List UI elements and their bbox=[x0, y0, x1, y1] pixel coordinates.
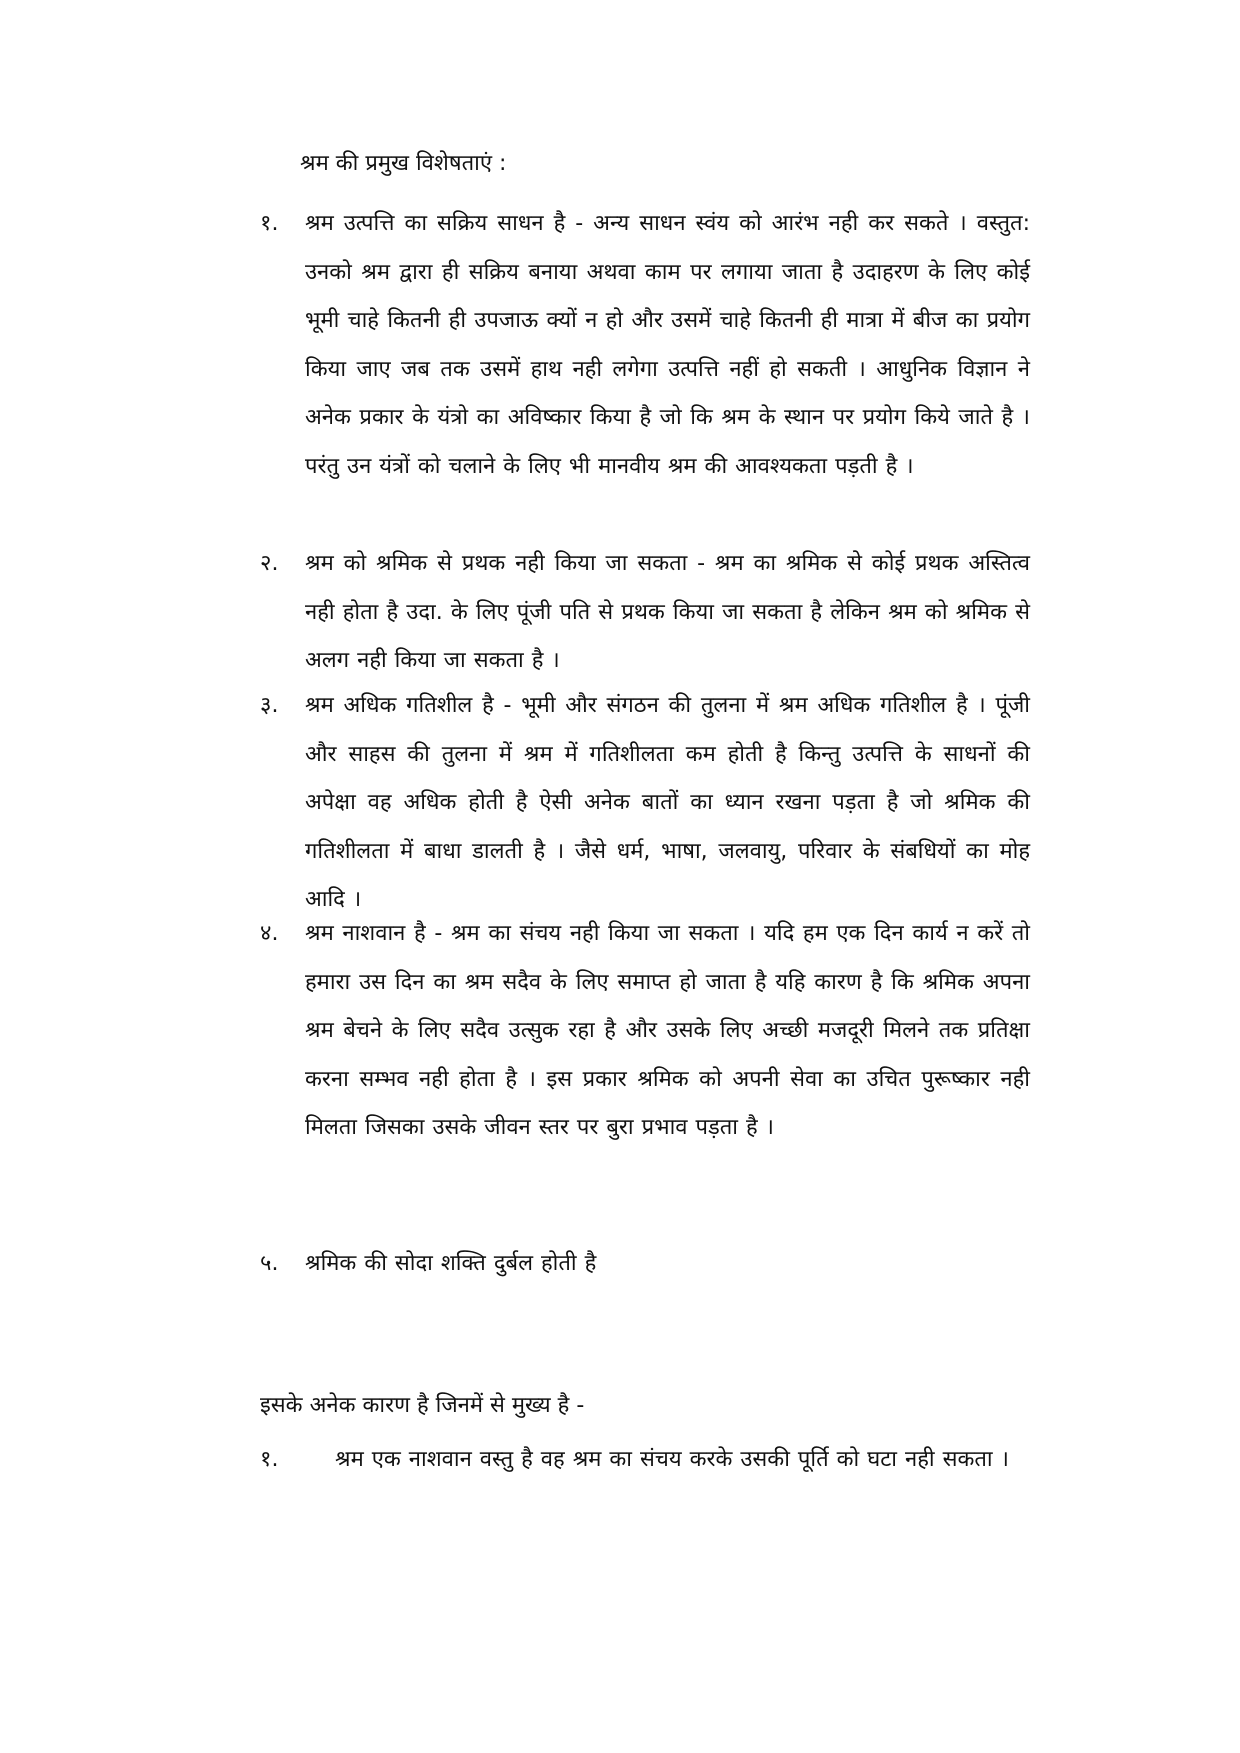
list-item bbox=[260, 200, 1030, 491]
list-item-text: श्रम अधिक गतिशील है - भूमी और संगठन की तुलना में श्रम अधिक गतिशील है । पूंजी और साहस की तुलना में श्रम में गतिशीलता कम होती है किन्तु उत्पत्ति के साधनों की अपेक्षा वह अधिक होती है ऐसी अनेक बातों का ध्यान रखना पड़ता है जो श्रमिक की गतिशीलता में बाधा डालती है । जैसे धर्म, भाषा, जलवायु, परिवार के संबधियों का मोह आदि । bbox=[305, 693, 1030, 912]
list-item-number: २. bbox=[260, 551, 279, 576]
list-item-number: ५. bbox=[260, 1251, 279, 1276]
list-item-text: श्रम उत्पत्ति का सक्रिय साधन है - अन्य साधन स्वंय को आरंभ नही कर सकते । वस्तुत: उनको श्रम द्वारा ही सक्रिय बनाया अथवा काम पर लगाया जाता है उदाहरण के लिए कोई भूमी चाहे कितनी ही उपजाऊ क्यों न हो और उसमें चाहे कितनी ही मात्रा में बीज का प्रयोग किया जाए जब तक उसमें हाथ नही लगेगा उत्पत्ति नहीं हो सकती । आधुनिक विज्ञान ने अनेक प्रकार के यंत्रो का अविष्कार किया है जो कि श्रम के स्थान पर प्रयोग किये जाते है । परंतु उन यंत्रों को चलाने के लिए भी मानवीय श्रम की आवश्यकता पड़ती है । bbox=[305, 211, 1030, 479]
sub-list-intro: इसके अनेक कारण है जिनमें से मुख्य है - bbox=[260, 1393, 585, 1418]
list-item bbox=[260, 1240, 1030, 1289]
list-item-number: ३. bbox=[260, 693, 279, 718]
list-item-text: श्रम को श्रमिक से प्रथक नही किया जा सकता - श्रम का श्रमिक से कोई प्रथक अस्तित्व नही होता है उदा. के लिए पूंजी पति से प्रथक किया जा सकता है लेकिन श्रम को श्रमिक से अलग नही किया जा सकता है । bbox=[305, 551, 1030, 673]
list-item bbox=[260, 910, 1030, 1153]
sub-list-item-text: श्रम एक नाशवान वस्तु है वह श्रम का संचय करके उसकी पूर्ति को घटा नही सकता । bbox=[335, 1447, 1009, 1472]
list-item bbox=[260, 540, 1030, 686]
sub-list-item-number: १. bbox=[260, 1447, 279, 1472]
list-item-text: श्रम नाशवान है - श्रम का संचय नही किया जा सकता । यदि हम एक दिन कार्य न करें तो हमारा उस दिन का श्रम सदैव के लिए समाप्त हो जाता है यहि कारण है कि श्रमिक अपना श्रम बेचने के लिए सदैव उत्सुक रहा है और उसके लिए अच्छी मजदूरी मिलने तक प्रतिक्षा करना सम्भव नही होता है । इस प्रकार श्रमिक को अपनी सेवा का उचित पुरूष्कार नही मिलता जिसका उसके जीवन स्तर पर बुरा प्रभाव पड़ता है । bbox=[305, 921, 1030, 1140]
list-item-number: १. bbox=[260, 211, 279, 236]
sub-list-item bbox=[260, 1436, 1030, 1485]
list-item-text: श्रमिक की सोदा शक्ति दुर्बल होती है bbox=[305, 1251, 597, 1276]
list-item-number: ४. bbox=[260, 921, 279, 946]
list-item bbox=[260, 682, 1030, 925]
section-heading: श्रम की प्रमुख विशेषताएं : bbox=[300, 151, 507, 176]
